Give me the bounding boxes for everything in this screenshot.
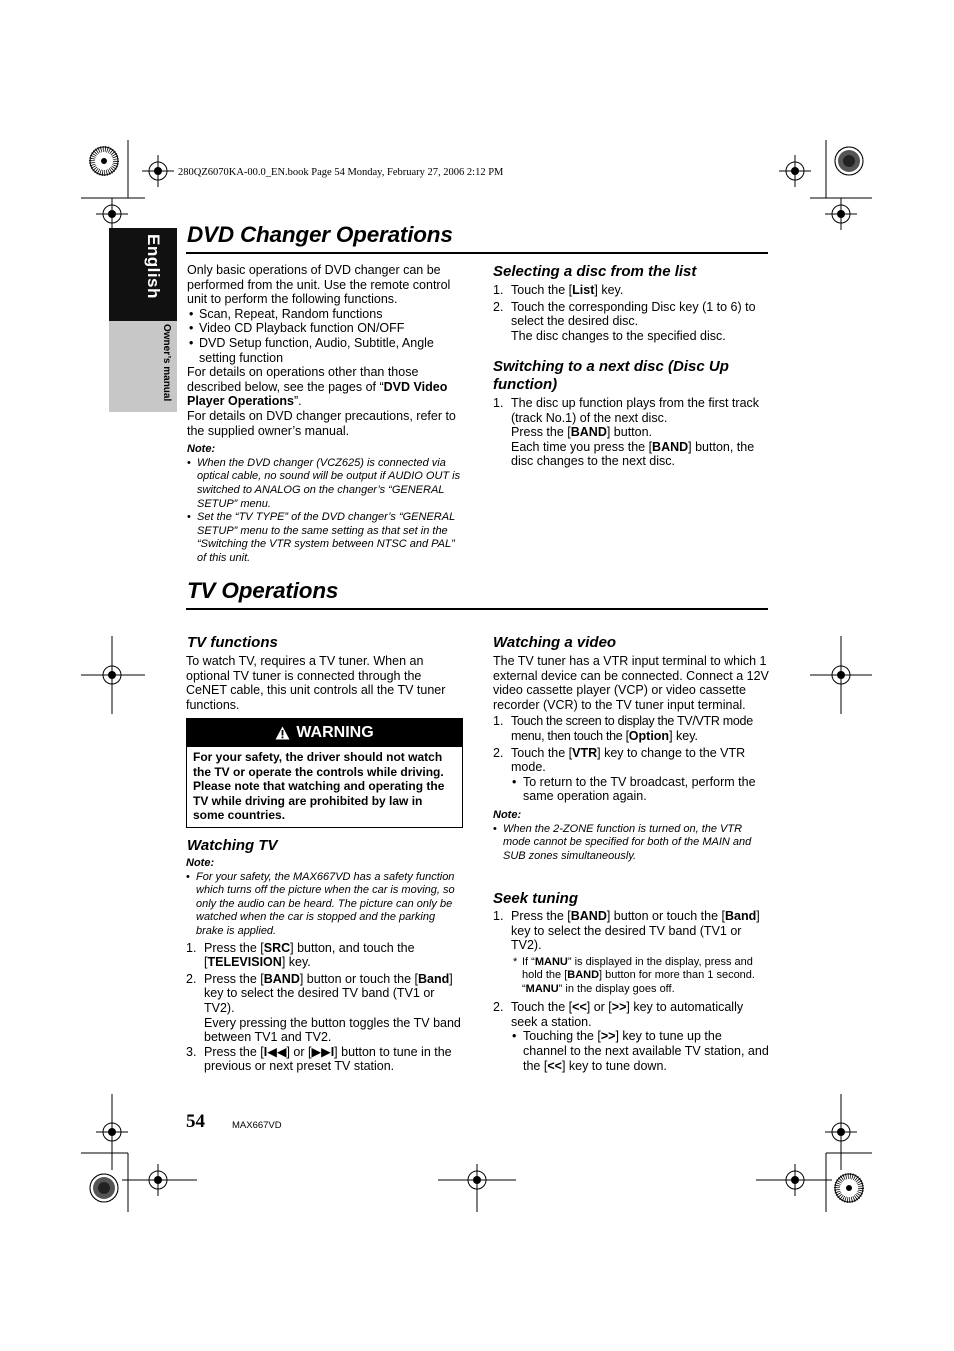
watching-video-body: [493, 654, 769, 863]
warning-box: [186, 718, 463, 828]
note-item: • When the DVD changer (VCZ625) is connected via optical cable, no sound will be output if AUDIO OUT is switched to ANALOG on the changer’s “GENERAL SETUP” menu.: [187, 457, 463, 511]
seek-tuning-body: [493, 909, 769, 1073]
dvd-section-title: DVD Changer Operations: [187, 222, 453, 247]
note-item: • When the 2-ZONE function is turned on, the VTR mode cannot be specified for both of the MAIN and SUB zones simultaneously.: [493, 823, 769, 864]
tv-functions-title: TV functions: [187, 634, 278, 651]
dvd-title-rule: [186, 252, 768, 254]
step-item: 2. Touch the [VTR] key to change to the VTR mode.: [493, 745, 746, 775]
note-title: Note:: [186, 857, 215, 869]
page-number: 54: [186, 1111, 205, 1132]
select-disc-steps: [493, 283, 769, 343]
dvd-left-column: [187, 263, 463, 565]
language-label: English: [144, 234, 163, 299]
step-item: 1. The disc up function plays from the first track (track No.1) of the next disc. Press the [BAND] button. Each time you press the [BAND] button, the disc changes to the next disc.: [493, 396, 760, 469]
step-item: 2. Press the [BAND] button or touch the [Band] key to select the desired TV band (TV1 or TV2). Every pressing the button toggles the TV band between TV1 and TV2.: [186, 971, 461, 1045]
select-disc-title: Selecting a disc from the list: [493, 263, 697, 280]
watching-video-title: Watching a video: [493, 634, 617, 651]
book-info: 280QZ6070KA-00.0_EN.book Page 54 Monday, February 27, 2006 2:12 PM: [178, 167, 504, 178]
list-item: • Video CD Playback function ON/OFF: [187, 321, 463, 336]
manual-label: Owner’s manual: [161, 324, 172, 402]
step-item: 2. Touch the corresponding Disc key (1 to 6) to select the desired disc. The disc changes to the specified disc.: [493, 299, 756, 343]
dvd-details: For details on operations other than those described below, see the pages of “DVD Video Player Operations”.: [187, 365, 448, 409]
asterisk-note: * If “MANU” is displayed in the display, press and hold the [BAND] button for more than 1 second. “MANU” in the display goes off.: [493, 956, 769, 997]
disc-up-steps: [493, 396, 769, 469]
step-item: 1. Touch the [List] key.: [493, 283, 624, 297]
step-item: 3. Press the [I◀◀] or [▶▶I] button to tune in the previous or next preset TV station.: [186, 1044, 452, 1074]
step-item: 1. Press the [BAND] button or touch the [Band] key to select the desired TV band (TV1 or TV2).: [493, 909, 760, 953]
warning-icon: [275, 726, 290, 740]
tv-functions-text: To watch TV, requires a TV tuner. When an optional TV tuner is connected through the CeNET cable, this unit controls all the TV tuner functions.: [186, 654, 446, 712]
step-item: 1. Press the [SRC] button, and touch the [TELEVISION] key.: [186, 940, 415, 970]
warning-label: WARNING: [296, 724, 374, 741]
video-intro: The TV tuner has a VTR input terminal to which 1 external device can be connected. Connect a 12V video cassette player (VCP) or video cassette recorder (VCR) to the TV tuner input terminal.: [493, 654, 769, 712]
list-item: • DVD Setup function, Audio, Subtitle, Angle setting function: [187, 336, 463, 365]
model-number: MAX667VD: [232, 1120, 282, 1131]
seek-tuning-title: Seek tuning: [493, 890, 579, 907]
tv-section-title: TV Operations: [187, 578, 339, 603]
warning-text: For your safety, the driver should not watch the TV or operate the controls while driving. Please note that watching and operating the TV while driving are prohibited by law in some countries.: [193, 750, 445, 823]
note-item: • For your safety, the MAX667VD has a safety function which turns off the picture when the car is moving, so only the audio can be heard. The picture can only be watched when the car is stopped and the parking brake is applied.: [186, 871, 462, 939]
tv-title-rule: [186, 608, 768, 610]
sub-item: • Touching the [>>] key to tune up the channel to the next available TV station, and the [<<] key to tune down.: [493, 1029, 769, 1073]
note-item: • Set the “TV TYPE” of the DVD changer’s “GENERAL SETUP” menu to the same setting as that set in the “Switching the VTR system between NTSC and PAL” of this unit.: [187, 511, 463, 565]
warning-header: [187, 719, 462, 747]
dvd-precautions: For details on DVD changer precautions, refer to the supplied owner’s manual.: [187, 408, 456, 438]
disc-up-title: Switching to a next disc (Disc Up function): [493, 358, 729, 393]
list-item: • Scan, Repeat, Random functions: [187, 307, 463, 322]
step-item: 2. Touch the [<<] or [>>] key to automatically seek a station.: [493, 1000, 744, 1029]
sub-item: • To return to the TV broadcast, perform the same operation again.: [493, 775, 769, 804]
dvd-intro: Only basic operations of DVD changer can be performed from the unit. Use the remote control unit to perform the following functions.: [187, 263, 451, 307]
note-title: Note:: [187, 443, 216, 456]
language-tab: [109, 228, 177, 412]
watching-tv-body: [186, 856, 462, 1074]
step-item: 1. Touch the screen to display the TV/VTR mode menu, then touch the [Option] key.: [493, 714, 753, 743]
note-title: Note:: [493, 808, 522, 821]
watching-tv-title: Watching TV: [187, 837, 278, 854]
